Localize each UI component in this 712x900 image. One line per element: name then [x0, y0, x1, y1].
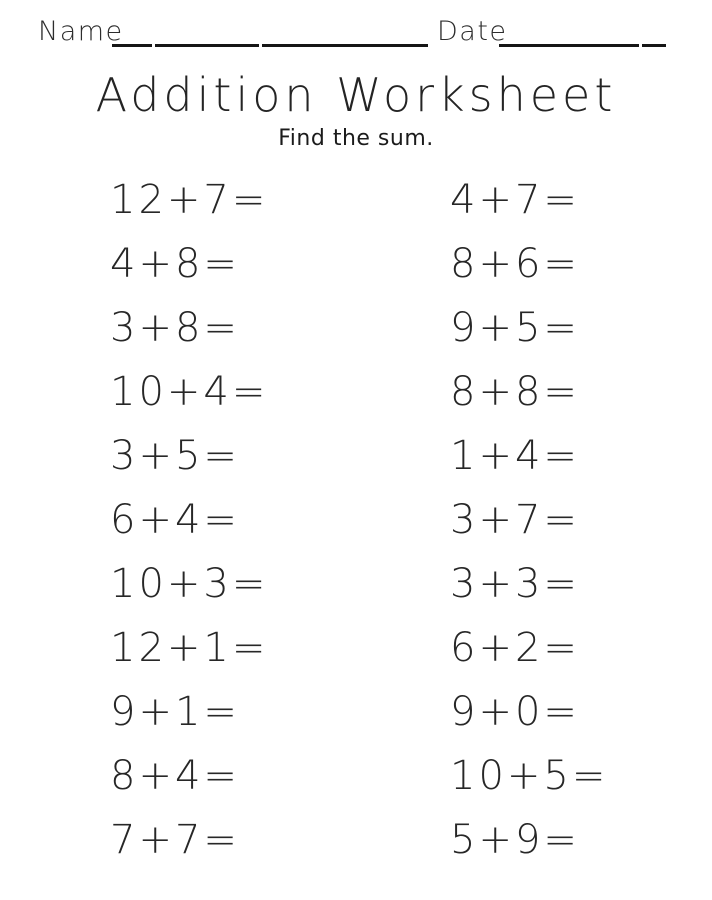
problem: 10+5=: [450, 753, 609, 799]
name-line-segment: [112, 44, 152, 47]
problem: 8+6=: [450, 241, 580, 287]
problem: 7+7=: [110, 817, 240, 863]
problem: 12+1=: [110, 625, 269, 671]
problem: 9+0=: [450, 689, 580, 735]
problem: 4+7=: [450, 177, 580, 223]
name-label: Name: [38, 16, 124, 47]
problem: 9+1=: [110, 689, 240, 735]
problem: 9+5=: [450, 305, 580, 351]
problem: 3+5=: [110, 433, 240, 479]
name-line-segment: [262, 44, 428, 47]
problem: 6+4=: [110, 497, 240, 543]
page-title: Addition Worksheet: [95, 68, 617, 122]
date-label: Date: [437, 16, 508, 47]
problem: 3+8=: [110, 305, 240, 351]
problem: 10+4=: [110, 369, 269, 415]
problem: 5+9=: [450, 817, 580, 863]
date-line-segment: [642, 44, 666, 47]
date-line-segment: [499, 44, 639, 47]
problems-column-right: [450, 168, 700, 872]
problem: 8+8=: [450, 369, 580, 415]
problem: 10+3=: [110, 561, 269, 607]
problem: 8+4=: [110, 753, 240, 799]
problem: 3+3=: [450, 561, 580, 607]
problem: 12+7=: [110, 177, 269, 223]
problem: 3+7=: [450, 497, 580, 543]
problem: 6+2=: [450, 625, 580, 671]
page-subtitle: Find the sum.: [278, 126, 434, 151]
date-blank-line[interactable]: [499, 44, 666, 47]
problem: 1+4=: [450, 433, 580, 479]
problems-column-left: [110, 168, 440, 872]
name-line-segment: [155, 44, 259, 47]
name-blank-line[interactable]: [112, 44, 428, 47]
problem: 4+8=: [110, 241, 240, 287]
